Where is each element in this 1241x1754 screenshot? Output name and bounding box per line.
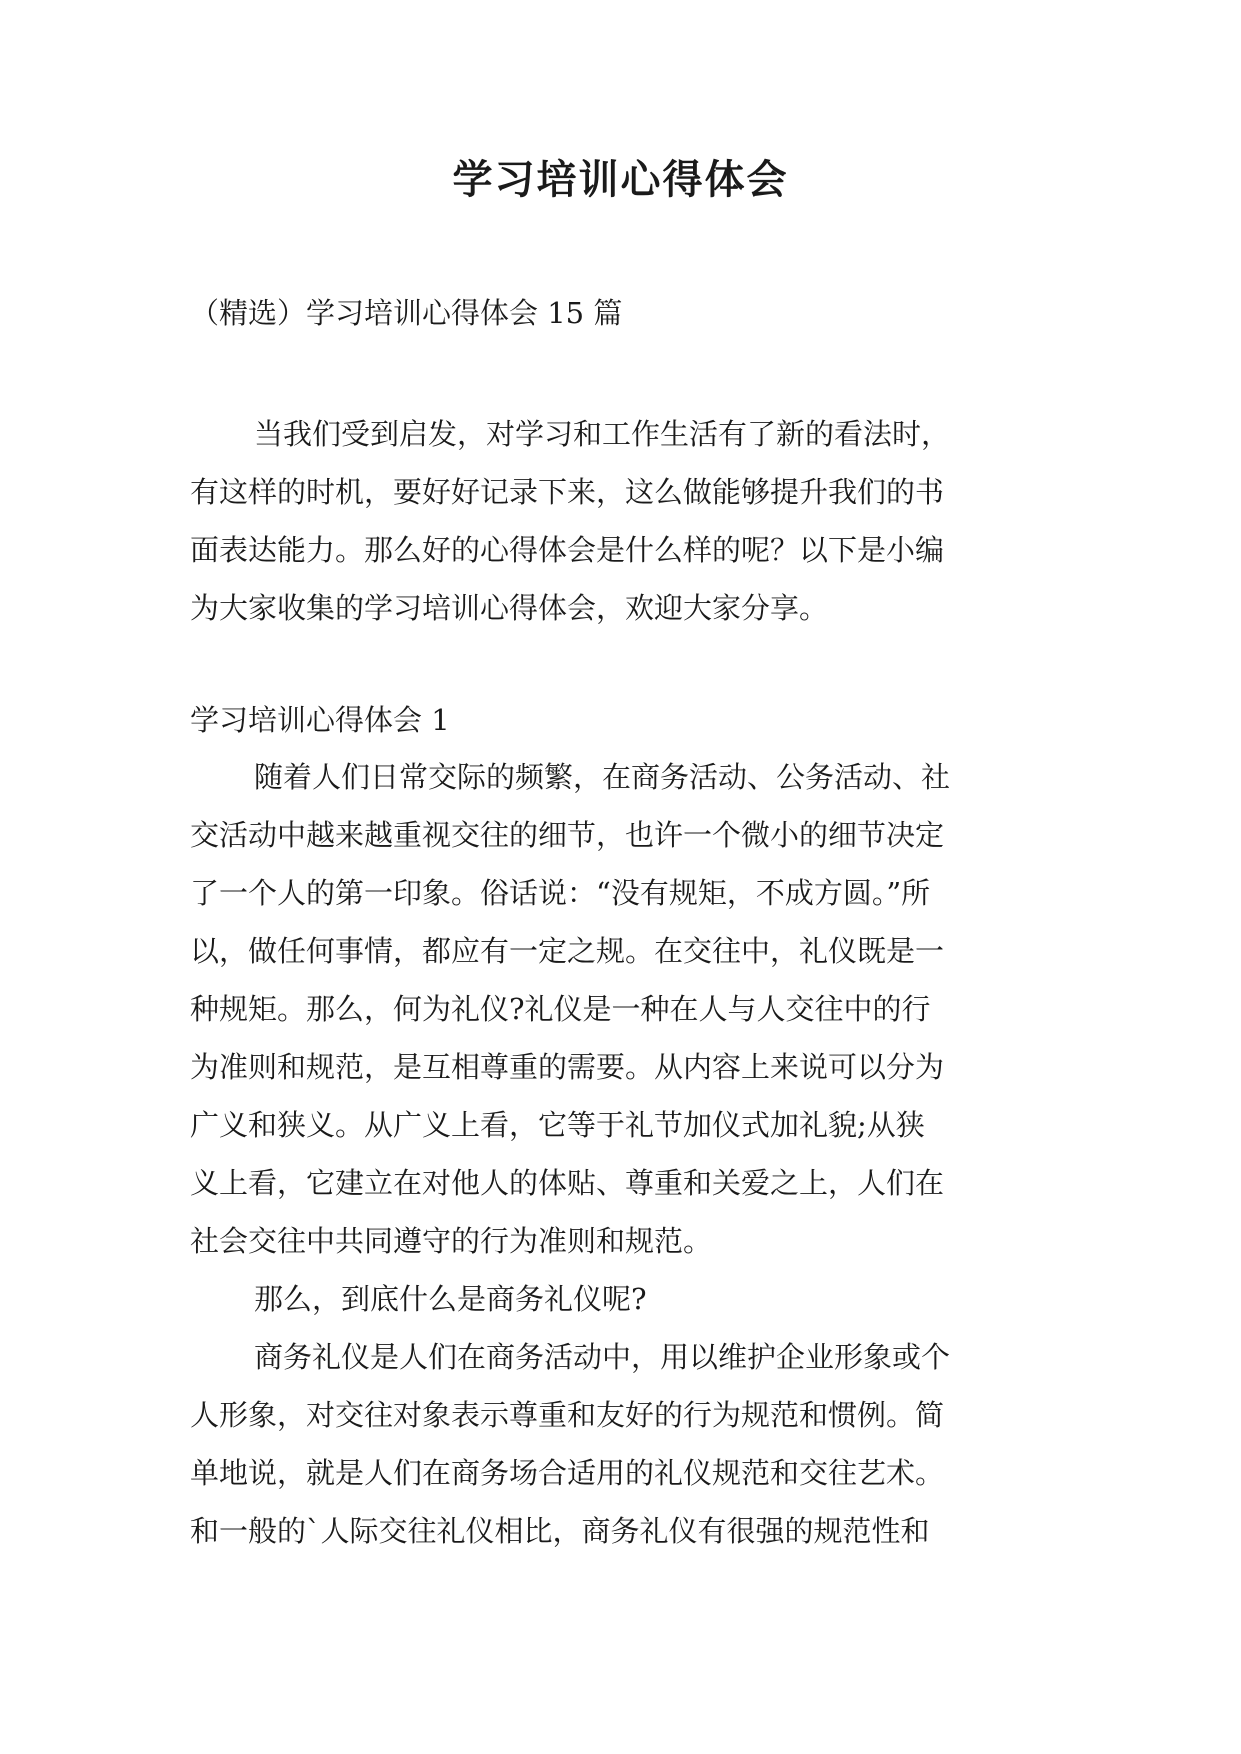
intro-line: 有这样的时机，要好好记录下来，这么做能够提升我们的书 [190,475,945,509]
section-body [190,748,1060,1560]
body-line: 为准则和规范，是互相尊重的需要。从内容上来说可以分为 [190,1050,945,1084]
body-line: 交活动中越来越重视交往的细节，也许一个微小的细节决定 [190,818,945,852]
intro-line: 面表达能力。那么好的心得体会是什么样的呢？以下是小编 [190,533,945,567]
intro-paragraph [190,405,1060,637]
body-line: 了一个人的第一印象。俗话说：“没有规矩，不成方圆。”所 [190,876,931,910]
body-line: 种规矩。那么，何为礼仪?礼仪是一种在人与人交往中的行 [190,992,931,1026]
body-line: 单地说，就是人们在商务场合适用的礼仪规范和交往艺术。 [190,1456,945,1490]
body-line: 人形象，对交往对象表示尊重和友好的行为规范和惯例。简 [190,1398,945,1432]
body-line: 广义和狭义。从广义上看，它等于礼节加仪式加礼貌;从狭 [190,1108,925,1142]
intro-line: 为大家收集的学习培训心得体会，欢迎大家分享。 [190,591,829,625]
intro-line: 当我们受到启发，对学习和工作生活有了新的看法时， [254,417,951,451]
body-line: 以，做任何事情，都应有一定之规。在交往中，礼仪既是一 [190,934,945,968]
document-title: 学习培训心得体会 [452,156,789,203]
body-line: 义上看，它建立在对他人的体贴、尊重和关爱之上，人们在 [190,1166,945,1200]
body-line: 随着人们日常交际的频繁，在商务活动、公务活动、社 [254,760,951,794]
body-line: 和一般的`人际交往礼仪相比，商务礼仪有很强的规范性和 [190,1514,930,1548]
body-line: 社会交往中共同遵守的行为准则和规范。 [190,1224,713,1258]
section-heading: 学习培训心得体会 1 [190,703,450,737]
body-line: 那么，到底什么是商务礼仪呢? [254,1282,647,1316]
body-line: 商务礼仪是人们在商务活动中，用以维护企业形象或个 [254,1340,951,1374]
document-subtitle: （精选）学习培训心得体会 15 篇 [190,296,623,330]
